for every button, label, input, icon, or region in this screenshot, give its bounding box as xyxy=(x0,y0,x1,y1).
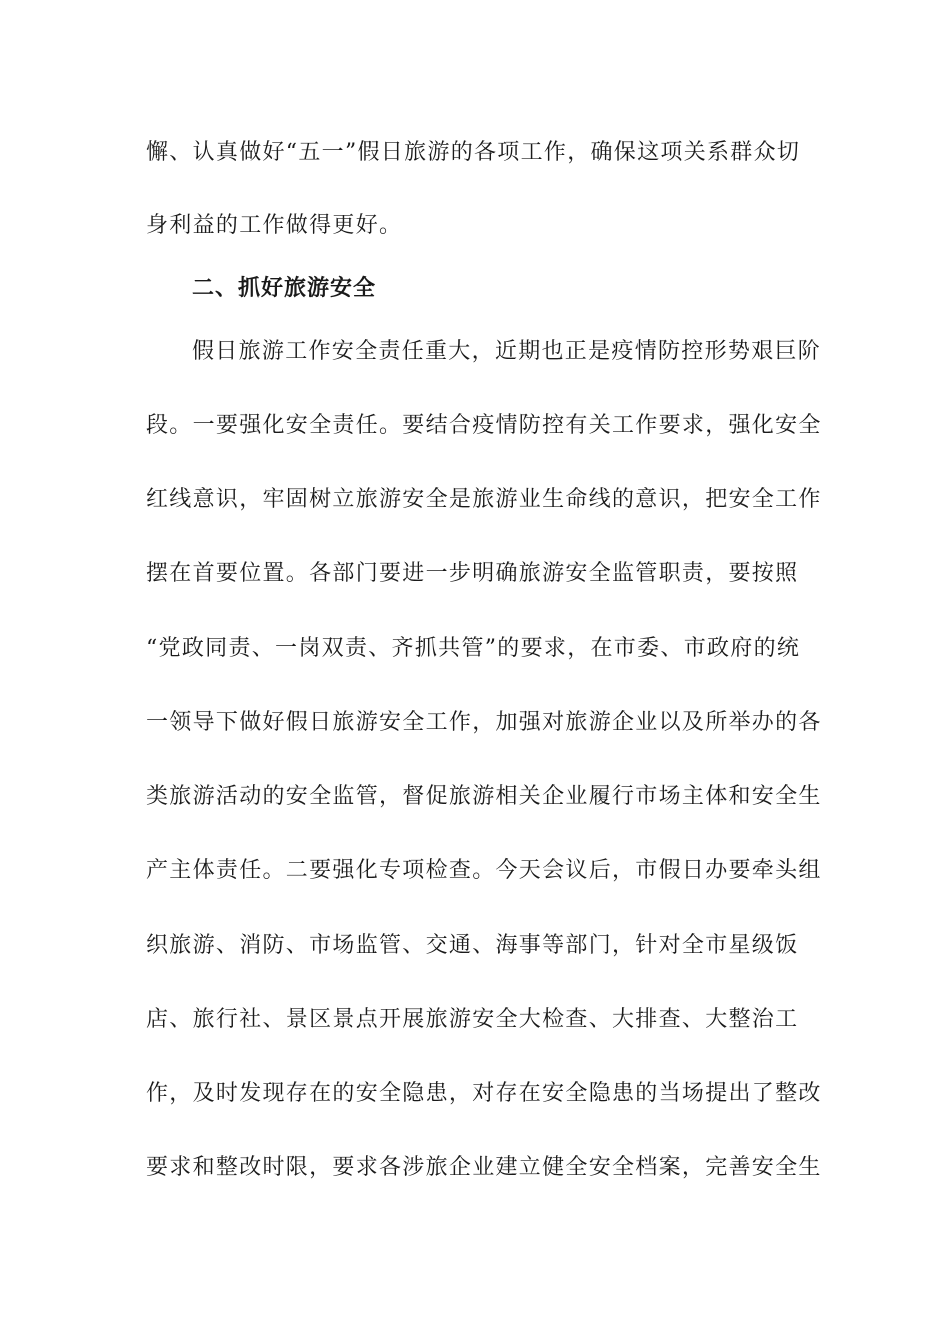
paragraph-line: 作，及时发现存在的安全隐患，对存在安全隐患的当场提出了整改 xyxy=(146,1081,822,1106)
paragraph-line: 红线意识，牢固树立旅游安全是旅游业生命线的意识，把安全工作 xyxy=(146,487,822,512)
paragraph-line: 织旅游、消防、市场监管、交通、海事等部门，针对全市星级饭 xyxy=(146,933,799,958)
paragraph-line: 段。一要强化安全责任。要结合疫情防控有关工作要求，强化安全 xyxy=(146,413,822,438)
paragraph-line: 店、旅行社、景区景点开展旅游安全大检查、大排查、大整治工 xyxy=(146,1007,799,1032)
paragraph-line: 摆在首要位置。各部门要进一步明确旅游安全监管职责，要按照 xyxy=(146,561,799,586)
paragraph-line: “党政同责、一岗双责、齐抓共管”的要求，在市委、市政府的统 xyxy=(146,636,801,661)
paragraph-line: 一领导下做好假日旅游安全工作，加强对旅游企业以及所举办的各 xyxy=(146,710,822,735)
section-heading: 二、抓好旅游安全 xyxy=(192,276,377,301)
paragraph-line: 懈、认真做好“五一”假日旅游的各项工作，确保这项关系群众切 xyxy=(146,140,801,165)
paragraph-line: 产主体责任。二要强化专项检查。今天会议后，市假日办要牵头组 xyxy=(146,858,822,883)
paragraph-line: 要求和整改时限，要求各涉旅企业建立健全安全档案，完善安全生 xyxy=(146,1155,822,1180)
paragraph-line: 类旅游活动的安全监管，督促旅游相关企业履行市场主体和安全生 xyxy=(146,784,822,809)
paragraph-line: 假日旅游工作安全责任重大，近期也正是疫情防控形势艰巨阶 xyxy=(192,339,822,364)
paragraph-line: 身利益的工作做得更好。 xyxy=(146,213,403,238)
